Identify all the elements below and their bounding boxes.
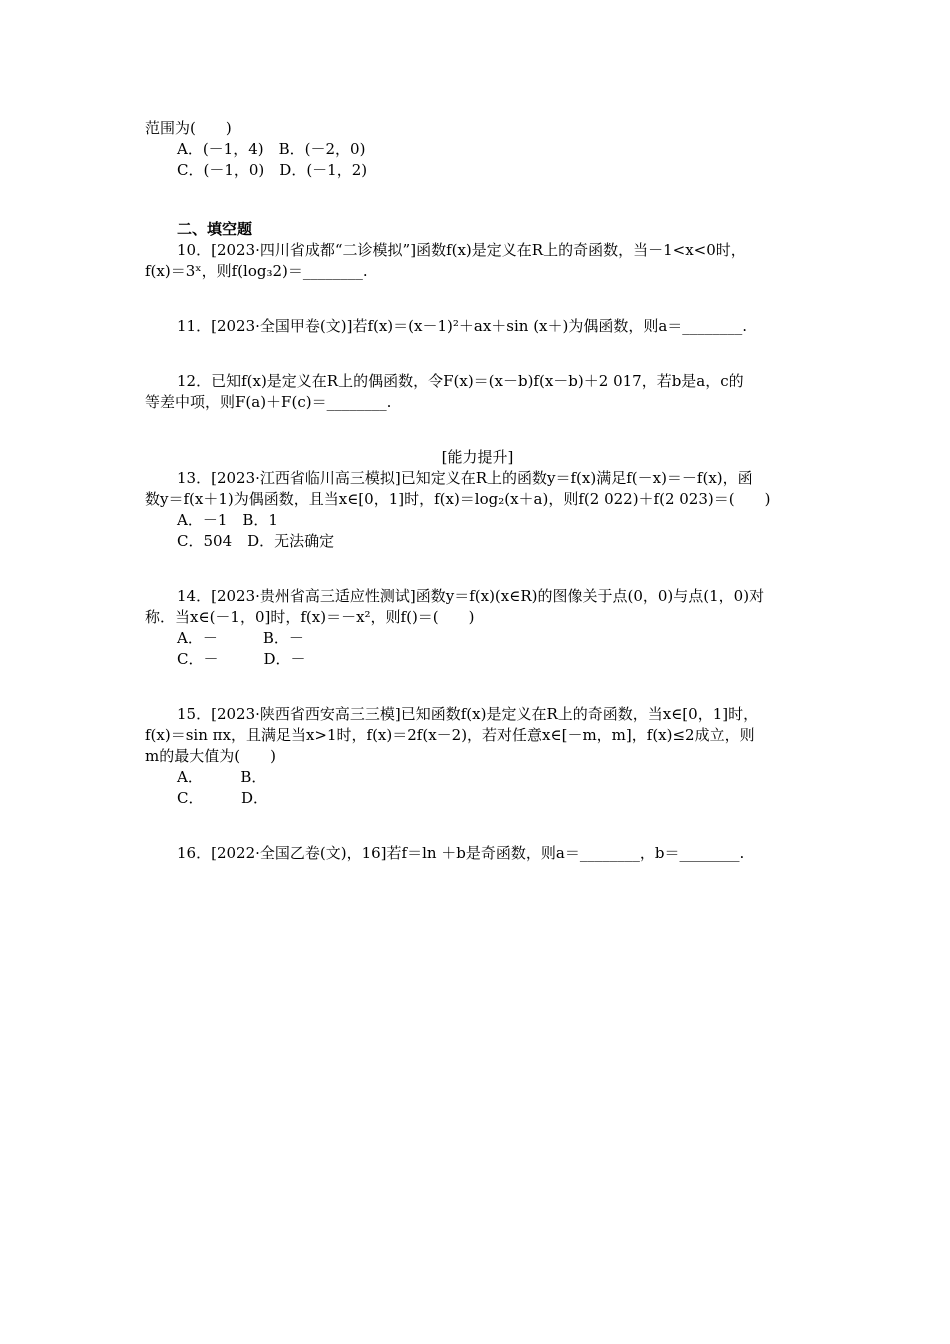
q15-options-row2 bbox=[145, 788, 810, 809]
q9-options-row1 bbox=[145, 139, 810, 160]
q15-option-d[interactable]: D． bbox=[241, 789, 269, 807]
q14-option-b[interactable]: B．－ bbox=[262, 629, 304, 647]
q15-option-c[interactable]: C． bbox=[177, 789, 196, 807]
q12-line2: 等差中项，则F(a)＋F(c)＝________. bbox=[145, 393, 392, 411]
q13-options-row2 bbox=[145, 531, 810, 552]
q13-options-row1 bbox=[145, 510, 810, 531]
q13-line2: 数y＝f(x＋1)为偶函数，且当x∈[0，1]时，f(x)＝log₂(x＋a)，则f(2 022)＋f(2 023)＝( ) bbox=[145, 490, 771, 508]
q9-option-d[interactable]: D．(－1，2) bbox=[279, 161, 368, 179]
q12-line1: 12．已知f(x)是定义在R上的偶函数，令F(x)＝(x－b)f(x－b)＋2 017，若b是a，c的 bbox=[177, 372, 744, 390]
q13-option-c[interactable]: C．504 bbox=[177, 532, 233, 550]
q13-option-a[interactable]: A．－1 bbox=[177, 511, 228, 529]
q15-option-b[interactable]: B． bbox=[240, 768, 267, 786]
q11-line1: 11．[2023·全国甲卷(文)]若f(x)＝(x－1)²＋ax＋sin (x＋)为偶函数，则a＝________. bbox=[177, 317, 748, 335]
q14-option-d[interactable]: D．－ bbox=[263, 650, 306, 668]
q10-line2: f(x)＝3ˣ，则f(log₃2)＝________. bbox=[145, 262, 368, 280]
q10-line1: 10．[2023·四川省成都“二诊模拟”]函数f(x)是定义在R上的奇函数，当－1<x<0时， bbox=[177, 241, 746, 259]
q14-option-a[interactable]: A．－ bbox=[177, 629, 218, 647]
q14-line2: 称．当x∈(－1，0]时，f(x)＝－x²，则f()＝( ) bbox=[145, 608, 475, 626]
q15-line2: f(x)＝sin πx，且满足当x>1时，f(x)＝2f(x－2)，若对任意x∈[－m，m]，f(x)≤2成立，则 bbox=[145, 726, 755, 744]
q15-options-row1 bbox=[145, 767, 810, 788]
q13-line1: 13．[2023·江西省临川高三模拟]已知定义在R上的函数y＝f(x)满足f(－x)＝－f(x)，函 bbox=[177, 469, 753, 487]
q14-options-row1 bbox=[145, 628, 810, 649]
q9-option-c[interactable]: C．(－1，0) bbox=[177, 161, 265, 179]
q13-option-b[interactable]: B．1 bbox=[242, 511, 278, 529]
section-ability-title: [能力提升] bbox=[441, 448, 514, 466]
q15-line3: m的最大值为( ) bbox=[145, 747, 276, 765]
q16-line1: 16．[2022·全国乙卷(文)，16]若f＝ln ＋b是奇函数，则a＝________，b＝________. bbox=[177, 844, 745, 862]
section-fill-blank-title: 二、填空题 bbox=[177, 220, 253, 238]
q15-line1: 15．[2023·陕西省西安高三三模]已知函数f(x)是定义在R上的奇函数，当x∈[0，1]时， bbox=[177, 705, 759, 723]
q14-option-c[interactable]: C．－ bbox=[177, 650, 219, 668]
q15-option-a[interactable]: A． bbox=[177, 768, 196, 786]
q9-option-a[interactable]: A．(－1，4) bbox=[177, 140, 264, 158]
q13-option-d[interactable]: D．无法确定 bbox=[247, 532, 335, 550]
q14-line1: 14．[2023·贵州省高三适应性测试]函数y＝f(x)(x∈R)的图像关于点(0，0)与点(1，0)对 bbox=[177, 587, 765, 605]
q9-tail: 范围为( ) bbox=[145, 119, 232, 137]
q9-options-row2 bbox=[145, 160, 810, 181]
q9-option-b[interactable]: B．(－2，0) bbox=[278, 140, 366, 158]
worksheet-page bbox=[145, 118, 810, 864]
q14-options-row2 bbox=[145, 649, 810, 670]
